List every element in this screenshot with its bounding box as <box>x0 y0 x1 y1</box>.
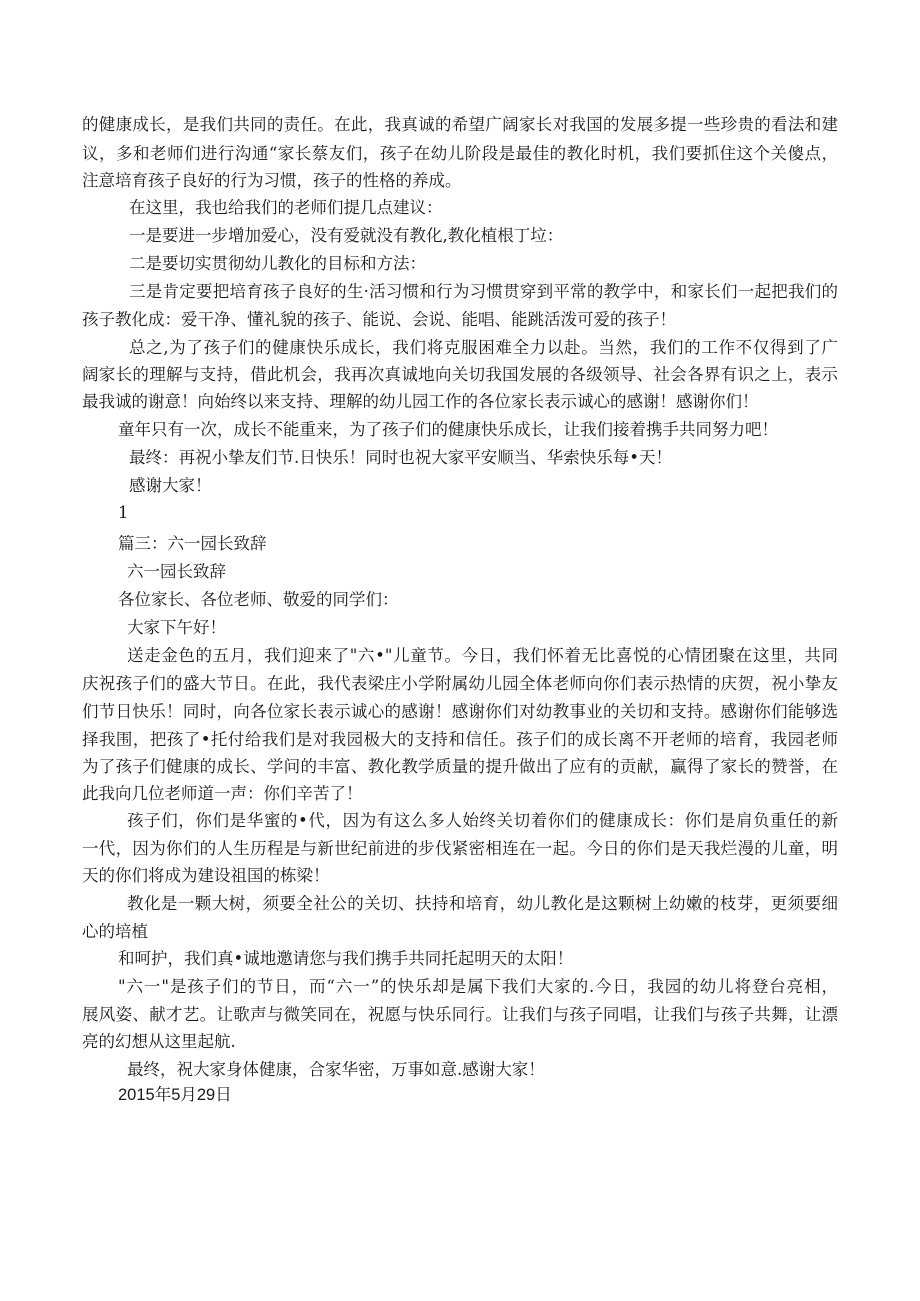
text-line: 孩子教化成：爱干净、懂礼貌的孩子、能说、会说、能唱、能跳活泼可爱的孩子！ <box>82 310 676 329</box>
section-heading: 篇三：六一园长致辞 <box>118 534 267 553</box>
text-line: 三是肯定要把培育孩子良好的生·活习惯和行为习惯贯穿到平常的教学中，和家长们一起把我们的 <box>129 282 838 301</box>
text-line: "六一"是孩子们的节日，而“六一”的快乐却是属下我们大家的.今日，我园的幼儿将登台亮相， <box>118 977 838 996</box>
text-line: 们节日快乐！同时，向各位家长表示诚心的感谢！感谢你们对幼教事业的关切和支持。感谢你们能够选 <box>82 702 838 721</box>
text-line: 心的培植 <box>82 922 148 941</box>
text-line: 和呵护，我们真•诚地邀请您与我们携手共同托起明天的太阳！ <box>118 949 574 968</box>
text-line: 注意培育孩子良好的行为习惯，孩子的性格的养成。 <box>82 171 462 190</box>
text-line: 童年只有一次，成长不能重来，为了孩子们的健康快乐成长，让我们接着携手共同努力吧！ <box>118 420 778 439</box>
text-line: 择我围，把孩了•托付给我们是对我园极大的支持和信任。孩子们的成长离不开老师的培育，我园老师 <box>82 730 838 749</box>
text-line: 一代，因为你们的人生历程是与新世纪前进的步伐紧密相连在一起。今日的你们是天我烂漫的儿童，明 <box>82 839 838 858</box>
text-line: 孩子们，你们是华蜜的•代，因为有这么多人始终关切着你们的健康成长：你们是肩负重任的新 <box>127 811 838 830</box>
speech-title: 六一园长致辞 <box>127 562 226 581</box>
text-line: 的健康成长，是我们共同的责任。在此，我真诚的希望广阔家长对我国的发展多提一些珍贵的看法和建 <box>82 115 838 134</box>
text-line: 总之,为了孩子们的健康快乐成长，我们将克服困难全力以赴。当然，我们的工作不仅得到了广 <box>129 338 838 357</box>
text-line: 为了孩子们健康的成长、学问的丰富、教化教学质量的提升做出了应有的贡献，赢得了家长的赞誉，在 <box>82 757 838 776</box>
text-line: 教化是一颗大树，须要全社公的关切、扶持和培育，幼儿教化是这颗树上幼嫩的枝芽，更须要细 <box>127 894 838 913</box>
text-line: 阔家长的理解与支持，借此机会，我再次真诚地向关切我国发展的各级领导、社会各界有识之上，表示 <box>82 365 838 384</box>
text-line: 此我向几位老师道一声：你们辛苦了！ <box>82 784 363 803</box>
text-line: 在这里，我也给我们的老师们提几点建议： <box>129 198 443 217</box>
greeting: 大家下午好！ <box>127 618 226 637</box>
text-line: 议，多和老师们进行沟通“家长蔡友们，孩子在幼儿阶段是最佳的教化时机，我们要抓住这个关傻点， <box>82 144 838 163</box>
closing-line: 最终，祝大家身体健康，合家华密，万事如意.感谢大家！ <box>127 1060 545 1079</box>
text-line: 二是要切实贯彻幼儿教化的目标和方法： <box>129 254 426 273</box>
text-line: 亮的幻想从这里起航. <box>82 1032 236 1051</box>
text-line: 最我诚的谢意！向始终以来支持、理解的幼儿园工作的各位家长表示诚心的感谢！感谢你们！ <box>82 392 759 411</box>
text-line: 庆祝孩子们的盛大节日。在此，我代表梁庄小学附属幼儿园全体老师向你们表示热情的庆贺，祝小挚友 <box>82 674 838 693</box>
salutation: 各位家长、各位老师、敬爱的同学们： <box>118 590 399 609</box>
text-line: 天的你们将成为建设祖国的栋梁！ <box>82 866 330 885</box>
page-number: 1 <box>118 503 129 522</box>
text-line: 展风姿、献才艺。让歌声与微笑同在，祝愿与快乐同行。让我们与孩子同唱，让我们与孩子共舞，让漂 <box>82 1005 838 1024</box>
text-line: 送走金色的五月，我们迎来了"六•"儿童节。今日，我们怀着无比喜悦的心情团聚在这里，共同 <box>127 646 838 665</box>
date-line: 2015年5月29日 <box>118 1086 232 1104</box>
text-line: 一是要进一步增加爱心，没有爱就没有教化,教化植根丁垃： <box>129 226 564 245</box>
text-line: 感谢大家！ <box>129 476 212 495</box>
text-line: 最终：再祝小挚友们节.日快乐！同时也祝大家平安顺当、华索快乐每•天！ <box>129 448 672 467</box>
